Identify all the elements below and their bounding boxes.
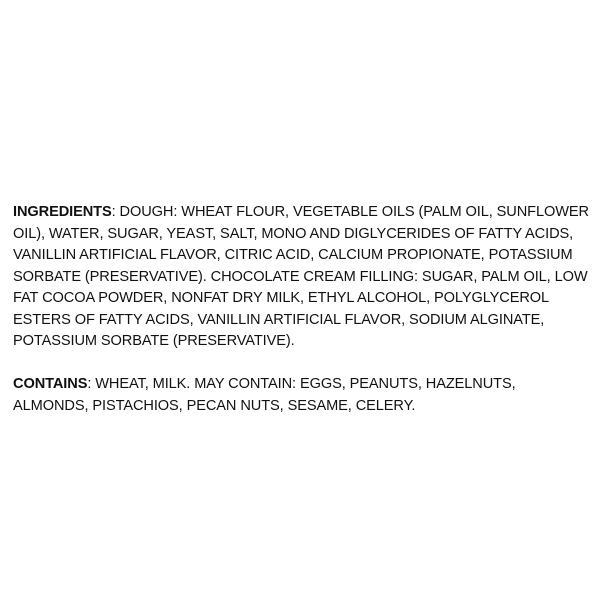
contains-text: : WHEAT, MILK. MAY CONTAIN: EGGS, PEANUTS, HAZELNUTS, ALMONDS, PISTACHIOS, PECAN NUTS, SESAME, CELERY. bbox=[13, 376, 516, 414]
ingredients-heading: INGREDIENTS bbox=[13, 204, 112, 220]
ingredient-label bbox=[13, 202, 593, 417]
contains-paragraph bbox=[13, 374, 593, 417]
contains-heading: CONTAINS bbox=[13, 376, 88, 392]
paragraph-spacer bbox=[13, 353, 593, 375]
ingredients-text: : DOUGH: WHEAT FLOUR, VEGETABLE OILS (PALM OIL, SUNFLOWER OIL), WATER, SUGAR, YEAST, SALT, MONO AND DIGLYCERIDES OF FATTY ACIDS, VANILLIN ARTIFICIAL FLAVOR, CITRIC ACID, CALCIUM PROPIONATE, POTASSIUM SORBATE (PRESERVATIVE). CHOCOLATE CREAM FILLING: SUGAR, PALM OIL, LOW FAT COCOA POWDER, NONFAT DRY MILK, ETHYL ALCOHOL, POLYGLYCEROL ESTERS OF FATTY ACIDS, VANILLIN ARTIFICIAL FLAVOR, SODIUM ALGINATE, POTASSIUM SORBATE (PRESERVATIVE). bbox=[13, 204, 589, 349]
ingredients-paragraph bbox=[13, 202, 593, 353]
